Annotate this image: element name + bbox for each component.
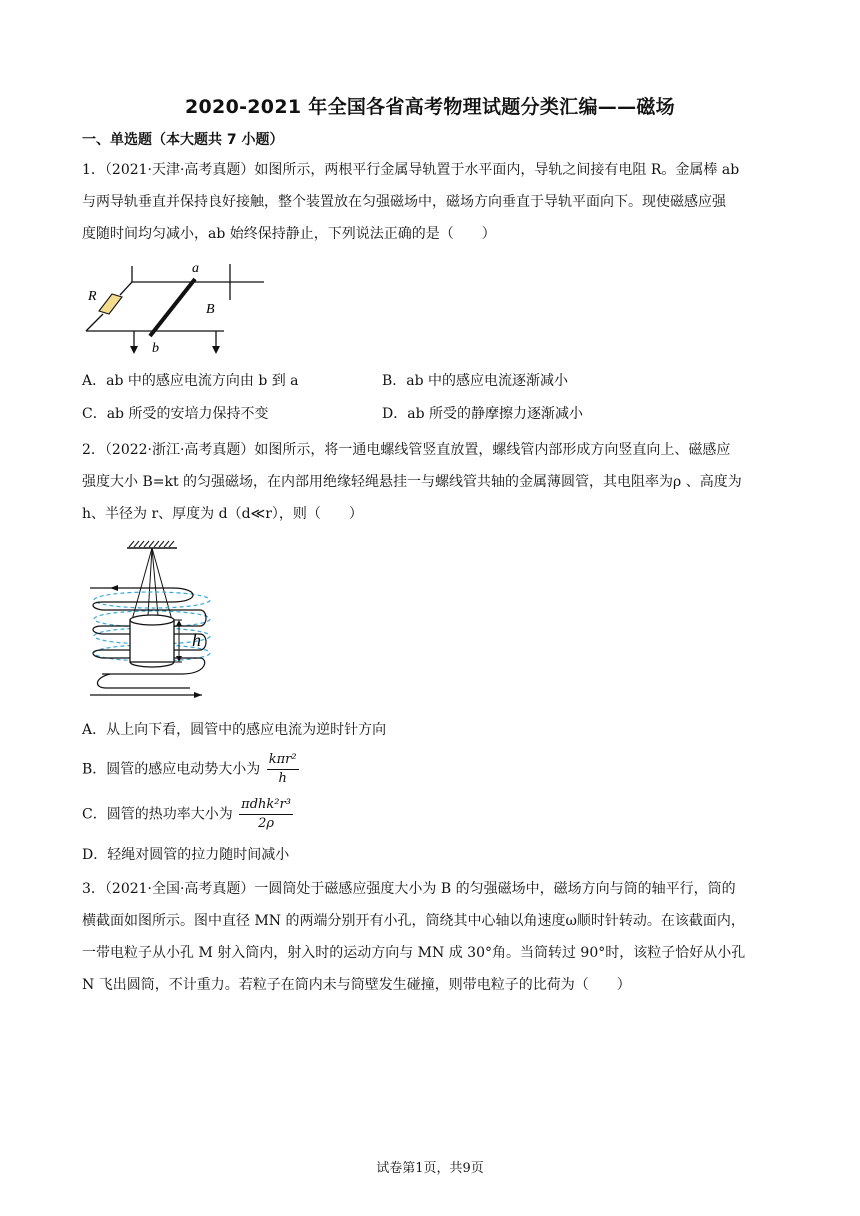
metal-rod bbox=[150, 279, 195, 336]
page-title: 2020-2021 年全国各省高考物理试题分类汇编——磁场 bbox=[185, 96, 675, 118]
q2-option-a: A．从上向下看，圆管中的感应电流为逆时针方向 bbox=[82, 722, 387, 738]
q2-option-c-denominator: 2ρ bbox=[258, 816, 275, 831]
resistor-shape bbox=[99, 294, 122, 314]
q1-option-a: A．ab 中的感应电流方向由 b 到 a bbox=[82, 373, 299, 389]
q2-option-b-text: B．圆管的感应电动势大小为 bbox=[82, 761, 261, 778]
q1-line-1: 1．（2021·天津·高考真题）如图所示，两根平行金属导轨置于水平面内，导轨之间接有电阻 R。金属棒 ab bbox=[82, 162, 740, 178]
q1-line-2: 与两导轨垂直并保持良好接触，整个装置放在匀强磁场中，磁场方向垂直于导轨平面向下。现使磁感应强 bbox=[82, 194, 726, 210]
q1-option-c: C．ab 所受的安培力保持不变 bbox=[82, 406, 269, 422]
q1-option-d: D．ab 所受的静摩擦力逐渐减小 bbox=[382, 406, 583, 422]
q1-option-b: B．ab 中的感应电流逐渐减小 bbox=[382, 373, 569, 389]
solenoid-figure bbox=[82, 538, 222, 708]
q3-line-1: 3．（2021·全国·高考真题）一圆筒处于磁感应强度大小为 B 的匀强磁场中，磁场方向与筒的轴平行，筒的 bbox=[82, 881, 736, 897]
q2-line-3: h、半径为 r、厚度为 d（d≪r），则（ ） bbox=[82, 506, 363, 522]
rail-circuit-figure bbox=[82, 258, 282, 358]
q2-option-b-fraction bbox=[267, 751, 299, 788]
page-footer: 试卷第1页，共9页 bbox=[376, 1161, 484, 1176]
q2-option-c-fraction bbox=[239, 796, 293, 833]
label-h: h bbox=[192, 630, 201, 650]
q1-line-3: 度随时间均匀减小，ab 始终保持静止，下列说法正确的是（ ） bbox=[82, 226, 496, 242]
q2-option-c-numerator: πdhk²r³ bbox=[239, 796, 293, 815]
q2-option-b-numerator: kπr² bbox=[267, 751, 299, 770]
label-B: B bbox=[206, 302, 215, 317]
section-heading: 一、单选题（本大题共 7 小题） bbox=[82, 132, 284, 148]
q2-line-1: 2．（2022·浙江·高考真题）如图所示，将一通电螺线管竖直放置，螺线管内部形成方向竖直向上、磁感应 bbox=[82, 442, 731, 458]
q3-line-2: 横截面如图所示。图中直径 MN 的两端分别开有小孔，筒绕其中心轴以角速度ω顺时针转动。在该截面内， bbox=[82, 913, 745, 929]
q2-option-c bbox=[82, 796, 293, 833]
q3-line-4: N 飞出圆筒，不计重力。若粒子在筒内未与筒壁发生碰撞，则带电粒子的比荷为（ ） bbox=[82, 977, 631, 993]
q2-option-c-text: C．圆管的热功率大小为 bbox=[82, 806, 233, 823]
q3-line-3: 一带电粒子从小孔 M 射入筒内，射入时的运动方向与 MN 成 30°角。当筒转过 90°时，该粒子恰好从小孔 bbox=[82, 945, 746, 961]
label-b: b bbox=[152, 341, 159, 356]
q2-option-b-denominator: h bbox=[278, 771, 287, 786]
label-a: a bbox=[192, 261, 199, 276]
label-R: R bbox=[88, 289, 97, 304]
q2-option-b bbox=[82, 751, 299, 788]
q2-option-d: D．轻绳对圆管的拉力随时间减小 bbox=[82, 847, 290, 863]
q2-line-2: 强度大小 B=kt 的匀强磁场，在内部用绝缘轻绳悬挂一与螺线管共轴的金属薄圆管，其电阻率为ρ 、高度为 bbox=[82, 474, 742, 490]
